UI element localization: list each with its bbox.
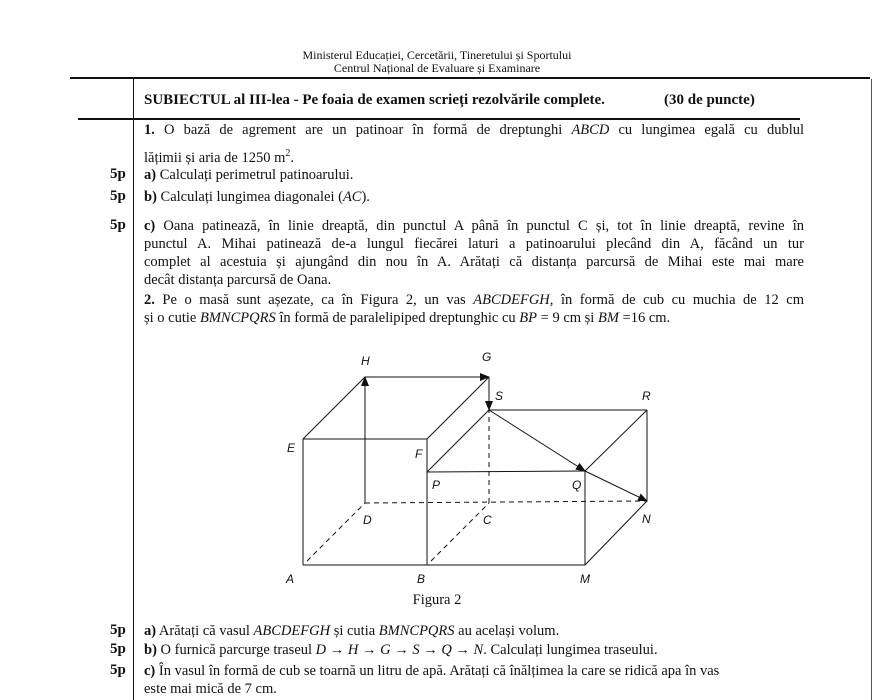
vertex-label-A: A — [286, 572, 295, 586]
vertex-label-C: C — [483, 513, 492, 527]
vertex-label-M: M — [580, 572, 590, 586]
part-label: c) — [144, 663, 156, 679]
points-1a: 5p — [110, 166, 126, 182]
hidden-edge-DN — [365, 501, 647, 503]
part-text: și cutia — [333, 623, 376, 639]
part-label: b) — [144, 189, 157, 205]
subject-rule — [78, 118, 800, 120]
part-label: a) — [144, 623, 157, 639]
period: . — [290, 149, 294, 166]
points-2a: 5p — [110, 622, 126, 638]
edge-FG — [427, 377, 489, 439]
part-text: Calculați perimetrul patinoarului. — [159, 167, 354, 183]
path-QN — [585, 471, 647, 501]
problem2-number: 2. — [144, 292, 155, 308]
ministry-header: Ministerul Educației, Cercetării, Tineretului și Sportului — [302, 48, 572, 62]
part-text: au același volum. — [458, 623, 560, 639]
part-text: În vasul în formă de cub se toarnă un litru de apă. Arătați că înălțimea la care se ridică apa în vas — [158, 663, 720, 679]
problem1-statement-line1 — [144, 121, 804, 139]
problem1-part-b — [144, 188, 370, 206]
problem2-part-c-line1 — [144, 662, 719, 680]
vertex-label-B: B — [417, 572, 426, 586]
points-2b: 5p — [110, 641, 126, 657]
problem2-text: în formă de paralelipiped dreptunghic cu — [279, 310, 516, 326]
problem2-part-a — [144, 622, 559, 640]
problem2-text: în formă de cub cu muchia de 12 cm — [560, 292, 805, 308]
problem1-part-c-line3: complet al acestuia și ajungând din nou în A. Arătați că distanța parcursă de Mihai este mai mare — [144, 254, 804, 270]
part-var: AC — [342, 189, 362, 205]
problem1-part-c-line2: punctul A. Mihai patinează de-a lungul fiecărei laturi a patinoarului plecând din A, făcând un tur — [144, 236, 804, 252]
vertex-label-S: S — [495, 389, 504, 403]
center-header: Centrul Național de Evaluare și Examinare — [333, 61, 541, 75]
edge-MN — [585, 501, 647, 565]
problem1-text: O bază de agrement are un patinoar în formă de dreptunghi — [164, 122, 563, 138]
vertex-label-N: N — [642, 512, 651, 526]
part-text: Oana patinează, în linie dreaptă, din punctul A până în punctul C și, tot în linie dreaptă, revine în — [163, 218, 805, 234]
vertex-label-D: D — [363, 513, 372, 527]
vertex-label-R: R — [642, 389, 651, 403]
part-var: BMNCPQRS — [378, 623, 455, 639]
problem2-var: BMNCPQRS — [199, 310, 276, 326]
problem2-var: BM — [597, 310, 619, 326]
problem1-part-c-line1 — [144, 217, 804, 235]
problem2-text: =16 cm. — [622, 310, 671, 326]
vertex-label-G: G — [482, 350, 492, 364]
points-1c: 5p — [110, 217, 126, 233]
subject-title: SUBIECTUL al III-lea - Pe foaia de examen scrieți rezolvările complete. — [144, 92, 605, 108]
part-text: Calculați lungimea diagonalei ( — [160, 189, 343, 205]
problem2-text: Pe o masă sunt așezate, ca în Figura 2, un vas — [162, 292, 466, 308]
part-text: O furnică parcurge traseul — [160, 642, 313, 658]
problem2-text: și o cutie — [144, 310, 197, 326]
problem1-text: cu lungimea egală cu dublul — [618, 122, 805, 138]
vertex-label-Q: Q — [572, 478, 582, 492]
hidden-edge-AD — [307, 503, 365, 561]
problem1-var: ABCD — [571, 122, 610, 138]
vertex-label-F: F — [415, 447, 423, 461]
part-label: a) — [144, 167, 157, 183]
problem1-text: lățimii și aria de 1250 m — [144, 149, 286, 166]
part-text: ). — [361, 189, 370, 205]
part-text: Arătați că vasul — [158, 623, 250, 639]
path-SQ — [489, 410, 585, 471]
problem2-var: BP — [519, 310, 538, 326]
problem2-text: = 9 cm și — [540, 310, 595, 326]
problem1-number: 1. — [144, 122, 155, 138]
vertex-label-P: P — [432, 478, 441, 492]
figure-2-diagram — [270, 340, 670, 600]
edge-PQ — [427, 471, 585, 472]
problem1-part-a — [144, 166, 353, 184]
top-rule — [70, 77, 870, 79]
problem2-var: ABCDEFGH, — [473, 292, 554, 308]
part-label: c) — [144, 218, 156, 234]
subject-points: (30 de puncte) — [664, 92, 755, 108]
edge-QR — [585, 410, 647, 471]
problem1-part-c-line4: decât distanța parcursă de Oana. — [144, 272, 332, 288]
points-1b: 5p — [110, 188, 126, 204]
part-text: . Calculați lungimea traseului. — [483, 642, 658, 658]
problem2-statement-line1 — [144, 291, 804, 309]
exponent: 2 — [285, 148, 291, 159]
part-var: ABCDEFGH — [253, 623, 331, 639]
problem2-statement-line2 — [144, 309, 670, 327]
points-2c: 5p — [110, 662, 126, 678]
edge-EH — [303, 377, 365, 439]
problem1-statement-line2 — [144, 145, 294, 167]
ant-path: D → H → G → S → Q → N — [315, 642, 484, 658]
vertex-label-E: E — [287, 441, 296, 455]
hidden-edge-BC — [431, 503, 489, 561]
edge-PS — [427, 410, 489, 472]
problem2-part-c-line2: este mai mică de 7 cm. — [144, 681, 277, 697]
problem2-part-b — [144, 641, 658, 659]
part-label: b) — [144, 642, 157, 658]
figure-caption: Figura 2 — [412, 592, 462, 608]
vertex-label-H: H — [361, 354, 370, 368]
